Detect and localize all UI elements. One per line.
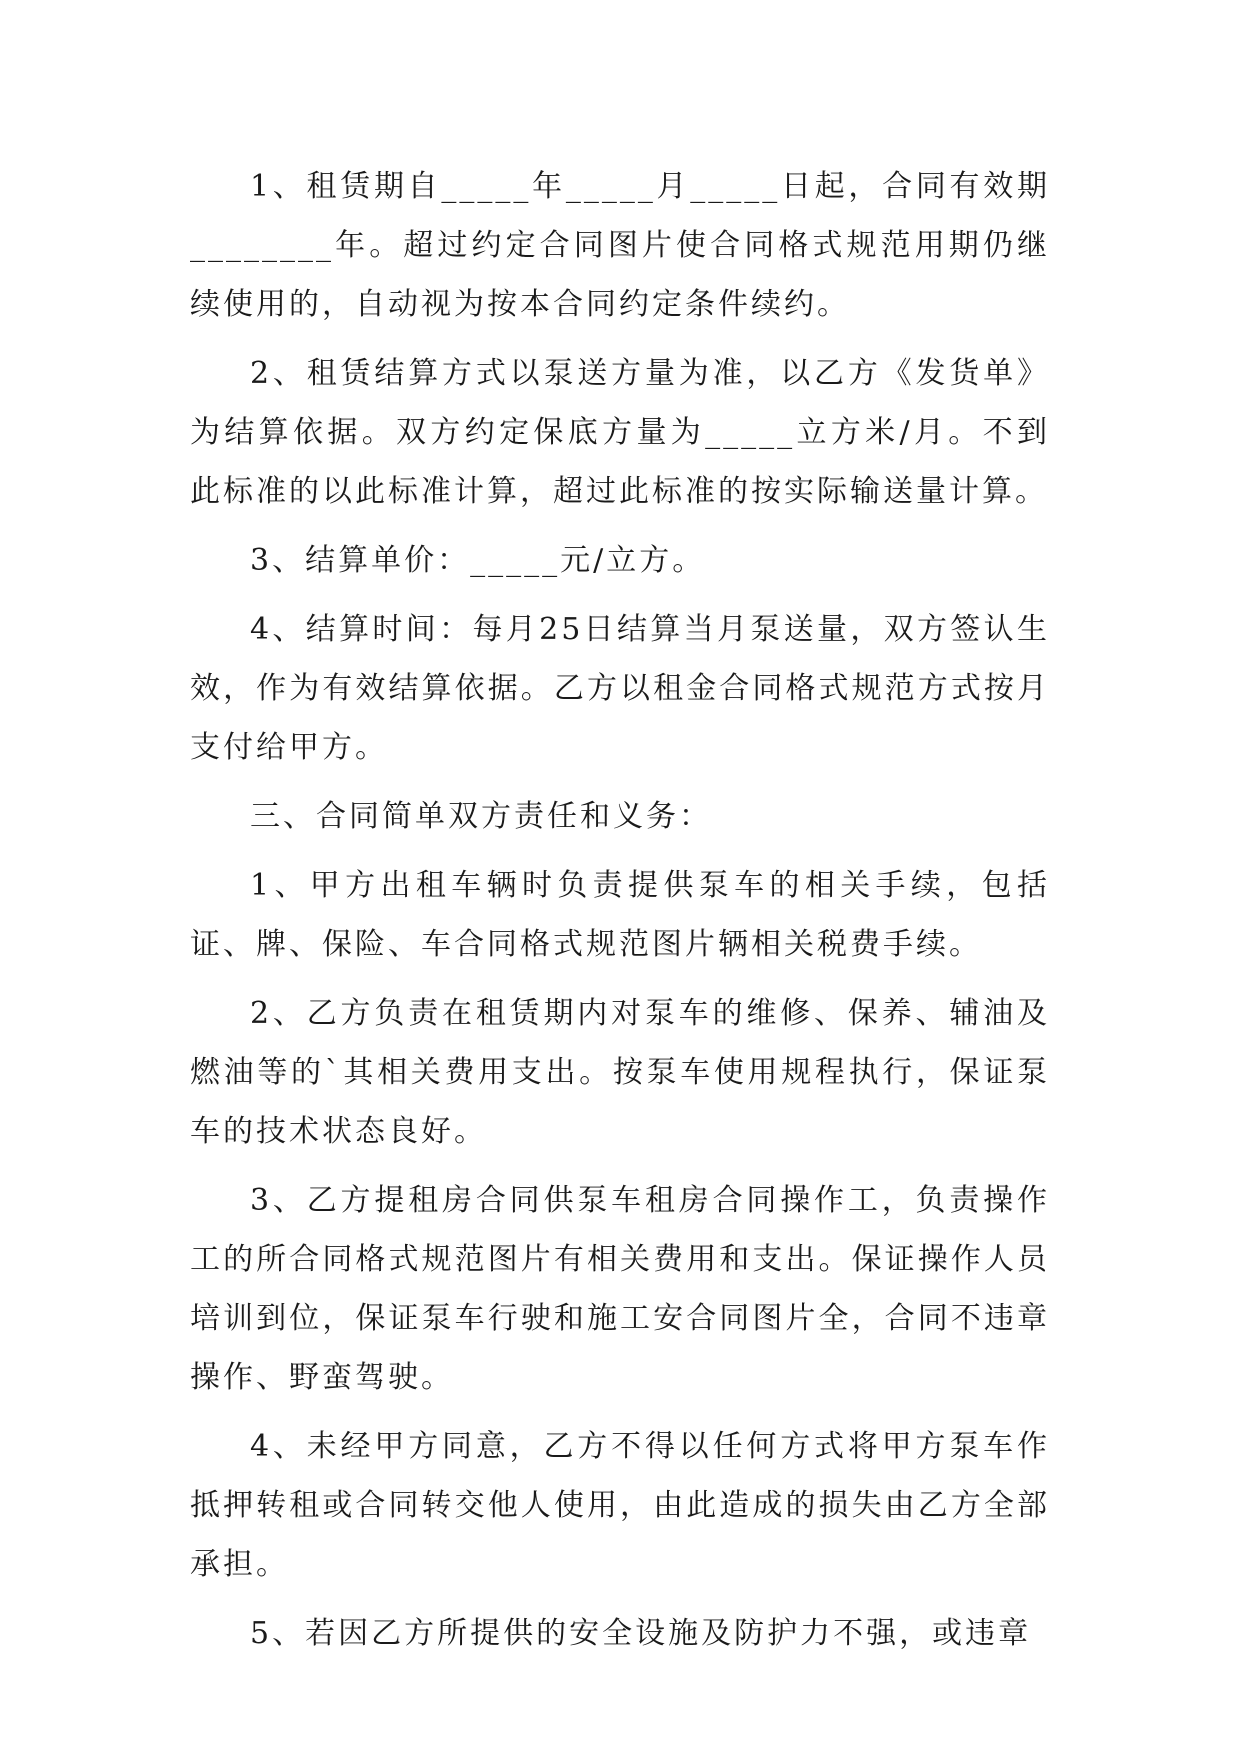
document-body (190, 157, 1050, 1663)
paragraph-settlement-method: 2、租赁结算方式以泵送方量为准，以乙方《发货单》为结算依据。双方约定保底方量为_____立方米/月。不到此标准的以此标准计算，超过此标准的按实际输送量计算。 (190, 356, 1050, 509)
paragraph-party-b-operator: 3、乙方提租房合同供泵车租房合同操作工，负责操作工的所合同格式规范图片有相关费用和支出。保证操作人员培训到位，保证泵车行驶和施工安合同图片全，合同不违章操作、野蛮驾驶。 (190, 1183, 1050, 1395)
section-heading-responsibilities: 三、合同简单双方责任和义务： (250, 799, 712, 834)
paragraph-unit-price: 3、结算单价：_____元/立方。 (250, 543, 706, 578)
paragraph-settlement-time: 4、结算时间：每月25日结算当月泵送量，双方签认生效，作为有效结算依据。乙方以租金合同格式规范方式按月支付给甲方。 (190, 612, 1050, 765)
paragraph-safety-liability: 5、若因乙方所提供的安全设施及防护力不强，或违章 (250, 1616, 1032, 1651)
paragraph-lease-term: 1、租赁期自_____年_____月_____日起，合同有效期________年。超过约定合同图片使合同格式规范用期仍继续使用的，自动视为按本合同约定条件续约。 (190, 169, 1050, 322)
paragraph-no-sublease: 4、未经甲方同意，乙方不得以任何方式将甲方泵车作抵押转租或合同转交他人使用，由此造成的损失由乙方全部承担。 (190, 1429, 1050, 1582)
paragraph-party-a-duties: 1、甲方出租车辆时负责提供泵车的相关手续，包括证、牌、保险、车合同格式规范图片辆相关税费手续。 (190, 868, 1050, 962)
paragraph-party-b-maintenance: 2、乙方负责在租赁期内对泵车的维修、保养、辅油及燃油等的`其相关费用支出。按泵车使用规程执行，保证泵车的技术状态良好。 (190, 996, 1050, 1149)
